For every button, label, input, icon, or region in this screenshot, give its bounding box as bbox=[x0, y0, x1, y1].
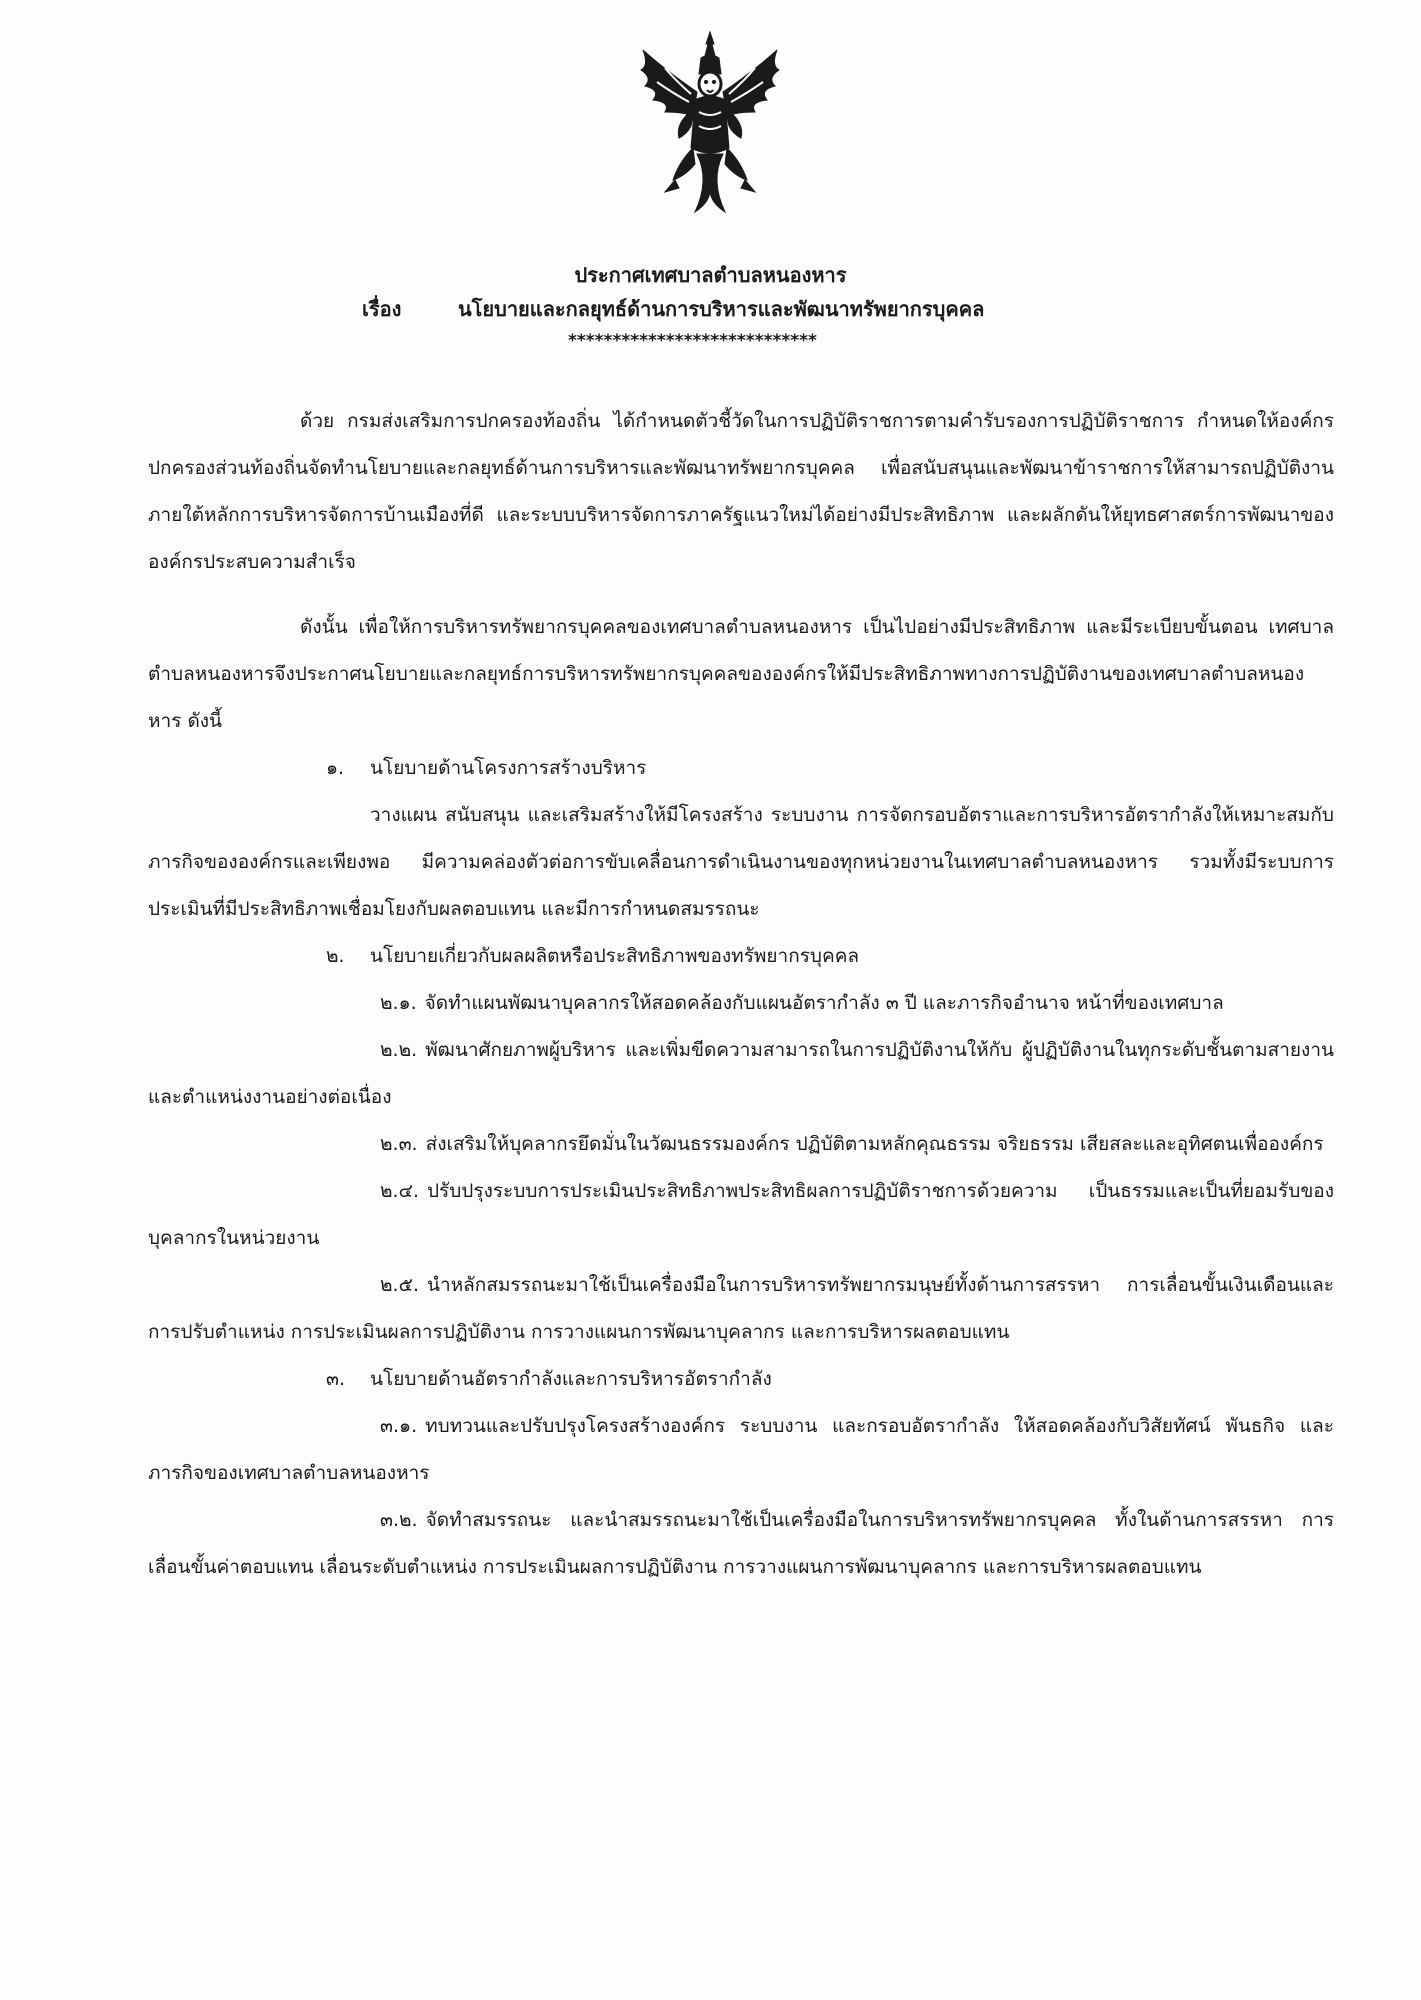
intro-paragraph-1: ด้วย กรมส่งเสริมการปกครองท้องถิ่น ได้กำหนดตัวชี้วัดในการปฏิบัติราชการตามคำรับรองการปฏิบัติราชการ กำหนดให้องค์กรปกครองส่วนท้องถิ่นจัดทำนโยบายและกลยุทธ์ด้านการบริหารและพัฒนาทรัพยากรบุคคล เพื่อสนับสนุนและพัฒนาข้าราชการให้สามารถปฏิบัติงานภายใต้หลักการบริหารจัดการบ้านเมืองที่ดี และระบบบริหารจัดการภาครัฐแนวใหม่ได้อย่างมีประสิทธิภาพ และผลักดันให้ยุทธศาสตร์การพัฒนาขององค์กรประสบความสำเร็จ bbox=[148, 410, 1334, 573]
section-2-3 bbox=[148, 1121, 1334, 1168]
section-2-title: นโยบายเกี่ยวกับผลผลิตหรือประสิทธิภาพของทรัพยากรบุคคล bbox=[370, 945, 860, 967]
section-1-body: วางแผน สนับสนุน และเสริมสร้างให้มีโครงสร้าง ระบบงาน การจัดกรอบอัตราและการบริหารอัตรากำลังให้เหมาะสมกับภารกิจขององค์กรและเพียงพอ มีความคล่องตัวต่อการขับเคลื่อนการดำเนินงานของทุกหน่วยงานในเทศบาลตำบลหนองหาร รวมทั้งมีระบบการประเมินที่มีประสิทธิภาพเชื่อมโยงกับผลตอบแทน และมีการกำหนดสมรรถนะ bbox=[148, 804, 1334, 920]
section-2-1 bbox=[148, 980, 1334, 1027]
announcement-title: ประกาศเทศบาลตำบลหนองหาร bbox=[574, 263, 847, 287]
subject-label: เรื่อง bbox=[362, 297, 402, 321]
intro-paragraph-2: ดังนั้น เพื่อให้การบริหารทรัพยากรบุคคลของเทศบาลตำบลหนองหาร เป็นไปอย่างมีประสิทธิภาพ และมีระเบียบขั้นตอน เทศบาลตำบลหนองหารจึงประกาศนโยบายและกลยุทธ์การบริหารทรัพยากรบุคคลขององค์กรให้มีประสิทธิภาพทางการปฏิบัติงานของเทศบาลตำบลหนองหาร ดังนี้ bbox=[148, 616, 1334, 732]
subject-text: นโยบายและกลยุทธ์ด้านการบริหารและพัฒนาทรัพยากรบุคคล bbox=[458, 297, 985, 321]
separator-stars: **************************** bbox=[568, 331, 817, 351]
section-3-1 bbox=[148, 1403, 1334, 1497]
section-3-2-text: จัดทำสมรรถนะ และนำสมรรถนะมาใช้เป็นเครื่องมือในการบริหารทรัพยากรบุคคล ทั้งในด้านการสรรหา การเลื่อนขั้นค่าตอบแทน เลื่อนระดับตำแหน่ง การประเมินผลการปฏิบัติงาน การวางแผนการพัฒนาบุคลากร และการบริหารผลตอบแทน bbox=[148, 1509, 1334, 1578]
section-3-title: นโยบายด้านอัตรากำลังและการบริหารอัตรากำลัง bbox=[370, 1368, 772, 1390]
section-3-heading bbox=[148, 1356, 1334, 1403]
section-2-5 bbox=[148, 1262, 1334, 1356]
section-3-1-number: ๓.๑. bbox=[380, 1415, 418, 1437]
section-2-1-number: ๒.๑. bbox=[380, 992, 417, 1014]
subject-row bbox=[362, 292, 1262, 326]
section-2-heading bbox=[148, 933, 1334, 980]
section-3-2-number: ๓.๒. bbox=[380, 1509, 418, 1531]
section-2-2 bbox=[148, 1027, 1334, 1121]
section-2-5-text: นำหลักสมรรถนะมาใช้เป็นเครื่องมือในการบริหารทรัพยากรมนุษย์ทั้งด้านการสรรหา การเลื่อนขั้นเงินเดือนและการปรับตำแหน่ง การประเมินผลการปฏิบัติงาน การวางแผนการพัฒนาบุคลากร และการบริหารผลตอบแทน bbox=[148, 1274, 1334, 1343]
section-2-3-number: ๒.๓. bbox=[380, 1133, 418, 1155]
section-3-number: ๓. bbox=[326, 1368, 346, 1390]
section-2-number: ๒. bbox=[326, 945, 345, 967]
section-2-2-text: พัฒนาศักยภาพผู้บริหาร และเพิ่มขีดความสามารถในการปฏิบัติงานให้กับ ผู้ปฏิบัติงานในทุกระดับชั้นตามสายงานและตำแหน่งงานอย่างต่อเนื่อง bbox=[148, 1039, 1334, 1108]
section-2-3-text: ส่งเสริมให้บุคลากรยึดมั่นในวัฒนธรรมองค์กร ปฏิบัติตามหลักคุณธรรม จริยธรรม เสียสละและอุทิศตนเพื่อองค์กร bbox=[425, 1133, 1324, 1155]
section-1-number: ๑. bbox=[326, 757, 345, 779]
section-2-1-text: จัดทำแผนพัฒนาบุคลากรให้สอดคล้องกับแผนอัตรากำลัง ๓ ปี และภารกิจอำนาจ หน้าที่ของเทศบาล bbox=[424, 992, 1224, 1014]
section-2-4-number: ๒.๔. bbox=[380, 1180, 419, 1202]
section-2-4 bbox=[148, 1168, 1334, 1262]
section-2-4-text: ปรับปรุงระบบการประเมินประสิทธิภาพประสิทธิผลการปฏิบัติราชการด้วยความ เป็นธรรมและเป็นที่ยอมรับของบุคลากรในหน่วยงาน bbox=[148, 1180, 1334, 1249]
section-3-2 bbox=[148, 1497, 1334, 1591]
section-1-title: นโยบายด้านโครงการสร้างบริหาร bbox=[370, 757, 647, 779]
announcement-body bbox=[148, 398, 1334, 1591]
section-2-5-number: ๒.๕. bbox=[380, 1274, 419, 1296]
section-3-1-text: ทบทวนและปรับปรุงโครงสร้างองค์กร ระบบงาน และกรอบอัตรากำลัง ให้สอดคล้องกับวิสัยทัศน์ พันธกิจ และภารกิจของเทศบาลตำบลหนองหาร bbox=[148, 1415, 1334, 1484]
section-2-2-number: ๒.๒. bbox=[380, 1039, 418, 1061]
garuda-emblem-icon bbox=[635, 30, 785, 220]
section-1-heading bbox=[148, 745, 1334, 792]
announcement-header bbox=[0, 258, 1421, 351]
